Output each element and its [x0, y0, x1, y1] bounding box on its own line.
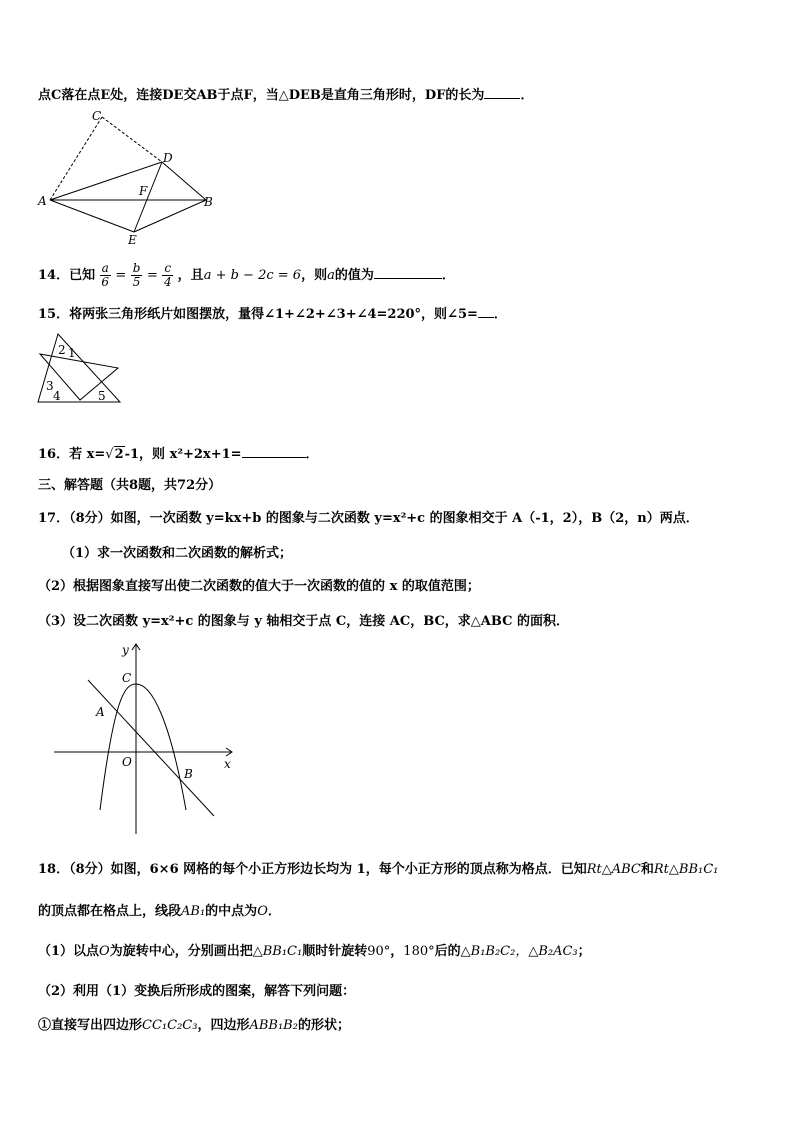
q17-figure: [52, 640, 242, 840]
label-D: D: [163, 151, 173, 165]
label-B: B: [204, 195, 213, 209]
label-F: F: [139, 184, 148, 198]
q17-part3: （3）设二次函数 y=x²+c 的图象与 y 轴相交于点 C，连接 AC，BC，求△ABC 的面积．: [38, 614, 569, 629]
q15-text: 15．将两张三角形纸片如图摆放，量得∠1+∠2+∠3+∠4=220°，则∠5= ．: [38, 307, 507, 322]
angle-4-label: 4: [53, 389, 61, 403]
point-C-label: C: [122, 671, 132, 685]
answer-blank[interactable]: [478, 305, 494, 318]
label-A: A: [38, 194, 47, 208]
angle-3-label: 3: [46, 379, 54, 393]
answer-blank[interactable]: [374, 266, 442, 279]
label-C: C: [92, 109, 102, 123]
angle-2-label: 2: [58, 343, 66, 357]
q17-part1: （1）求一次函数和二次函数的解析式；: [62, 546, 293, 561]
q18-part2-1: ①直接写出四边形CC₁C₂C₃，四边形ABB₁B₂的形状；: [38, 1018, 350, 1033]
q14-text: 14．已知 $\frac{a}{6}$ = $\frac{b}{5}$ = $\frac{c}{4}$ ，且a + b − 2c = 6，则a的值为 ．: [38, 261, 455, 289]
section-heading: 三、解答题（共8题，共72分）: [38, 478, 222, 493]
label-E: E: [128, 233, 137, 247]
angle-5-label: 5: [98, 389, 106, 403]
answer-blank[interactable]: [242, 445, 306, 458]
q18-stem-line2: 的顶点都在格点上，线段AB₁的中点为O．: [38, 904, 281, 919]
fraction-c-4: $\frac{c}{4}$: [163, 261, 172, 289]
fraction-b-5: $\frac{b}{5}$: [132, 261, 141, 289]
angle-1-label: 1: [68, 346, 76, 360]
answer-blank[interactable]: [484, 86, 520, 99]
point-A-label: A: [96, 705, 105, 719]
x-axis-label: x: [224, 757, 231, 771]
q18-part1: （1）以点O为旋转中心，分别画出把△BB₁C₁顺时针旋转90°，180°后的△B₁B₂C₂，△B₂AC₃；: [38, 944, 591, 959]
q15-figure: [36, 328, 126, 406]
point-B-label: B: [184, 767, 193, 781]
q17-part2: （2）根据图象直接写出使二次函数的值大于一次函数的值的 x 的取值范围；: [38, 579, 480, 594]
q16-text: 16．若 x=√2-1，则 x²+2x+1= ．: [38, 447, 319, 462]
q13-text: 点C落在点E处，连接DE交AB于点F，当△DEB是直角三角形时，DF的长为 ．: [38, 88, 534, 103]
q13-figure: [36, 108, 221, 250]
q18-part2: （2）利用（1）变换后所形成的图案，解答下列问题：: [38, 984, 356, 999]
q17-stem: 17．（8分）如图，一次函数 y=kx+b 的图象与二次函数 y=x²+c 的图象相交于 A（-1，2），B（2，n）两点．: [38, 511, 699, 526]
y-axis-label: y: [122, 643, 129, 657]
q18-stem: 18．（8分）如图，6×6 网格的每个小正方形边长均为 1，每个小正方形的顶点称为格点．已知Rt△ABC和Rt△BB₁C₁: [38, 862, 719, 877]
fraction-a-6: $\frac{a}{6}$: [101, 261, 110, 289]
equation: a + b − 2c = 6: [203, 268, 302, 283]
origin-label: O: [122, 755, 132, 769]
